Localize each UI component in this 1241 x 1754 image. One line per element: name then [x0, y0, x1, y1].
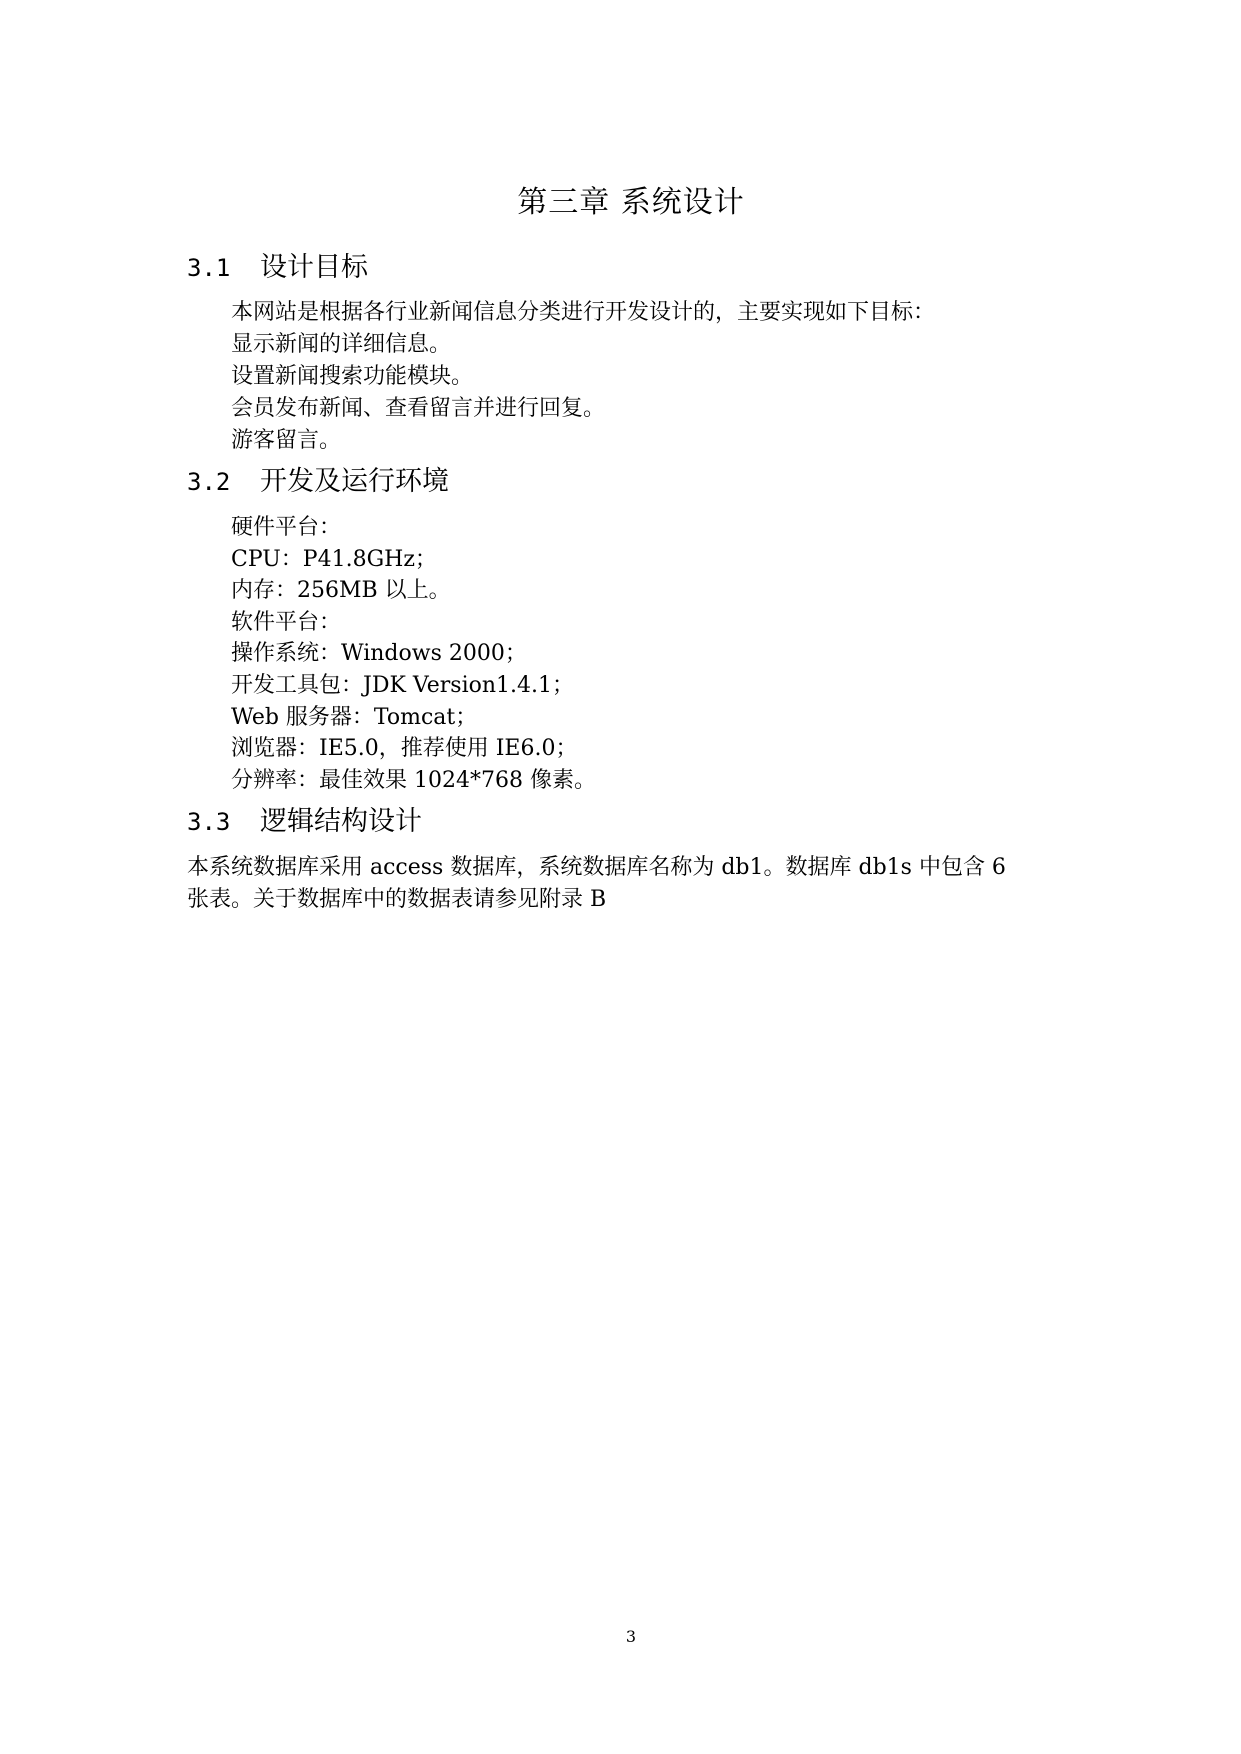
section-number: 3.1 [187, 254, 231, 282]
text-line: 操作系统：Windows 2000； [231, 641, 527, 667]
section-title: 设计目标 [260, 252, 368, 283]
text-line: 开发工具包：JDK Version1.4.1； [231, 672, 575, 698]
paragraph-line: 张表。关于数据库中的数据表请参见附录 B [187, 887, 607, 912]
text-line: 会员发布新闻、查看留言并进行回复。 [231, 396, 606, 421]
text-line: 硬件平台： [231, 515, 342, 540]
text-line: 设置新闻搜索功能模块。 [231, 364, 474, 389]
section-title: 逻辑结构设计 [260, 806, 422, 837]
text-line: 游客留言。 [231, 428, 342, 453]
section-3-2-list [231, 512, 596, 796]
text-line: 本网站是根据各行业新闻信息分类进行开发设计的，主要实现如下目标： [231, 300, 936, 325]
text-line: Web 服务器：Tomcat； [231, 704, 478, 730]
text-line: 显示新闻的详细信息。 [231, 332, 452, 357]
text-line: 软件平台： [231, 609, 342, 635]
page-number: 3 [625, 1627, 637, 1646]
section-heading-3-3 [187, 804, 422, 840]
section-3-3-paragraph [187, 852, 1067, 916]
paragraph-line: 本系统数据库采用 access 数据库，系统数据库名称为 db1。数据库 db1s 中包含 6 [187, 855, 1006, 880]
section-title: 开发及运行环境 [260, 466, 449, 497]
section-heading-3-1 [187, 250, 368, 286]
chapter-title: 第三章 系统设计 [517, 185, 745, 220]
text-line: CPU：P41.8GHz； [231, 546, 437, 572]
section-number: 3.3 [187, 808, 231, 836]
section-heading-3-2 [187, 464, 449, 500]
text-line: 分辨率：最佳效果 1024*768 像素。 [231, 767, 596, 793]
section-3-1-list [231, 297, 935, 457]
text-line: 浏览器：IE5.0，推荐使用 IE6.0； [231, 736, 578, 762]
section-number: 3.2 [187, 468, 231, 496]
text-line: 内存：256MB 以上。 [231, 578, 451, 604]
